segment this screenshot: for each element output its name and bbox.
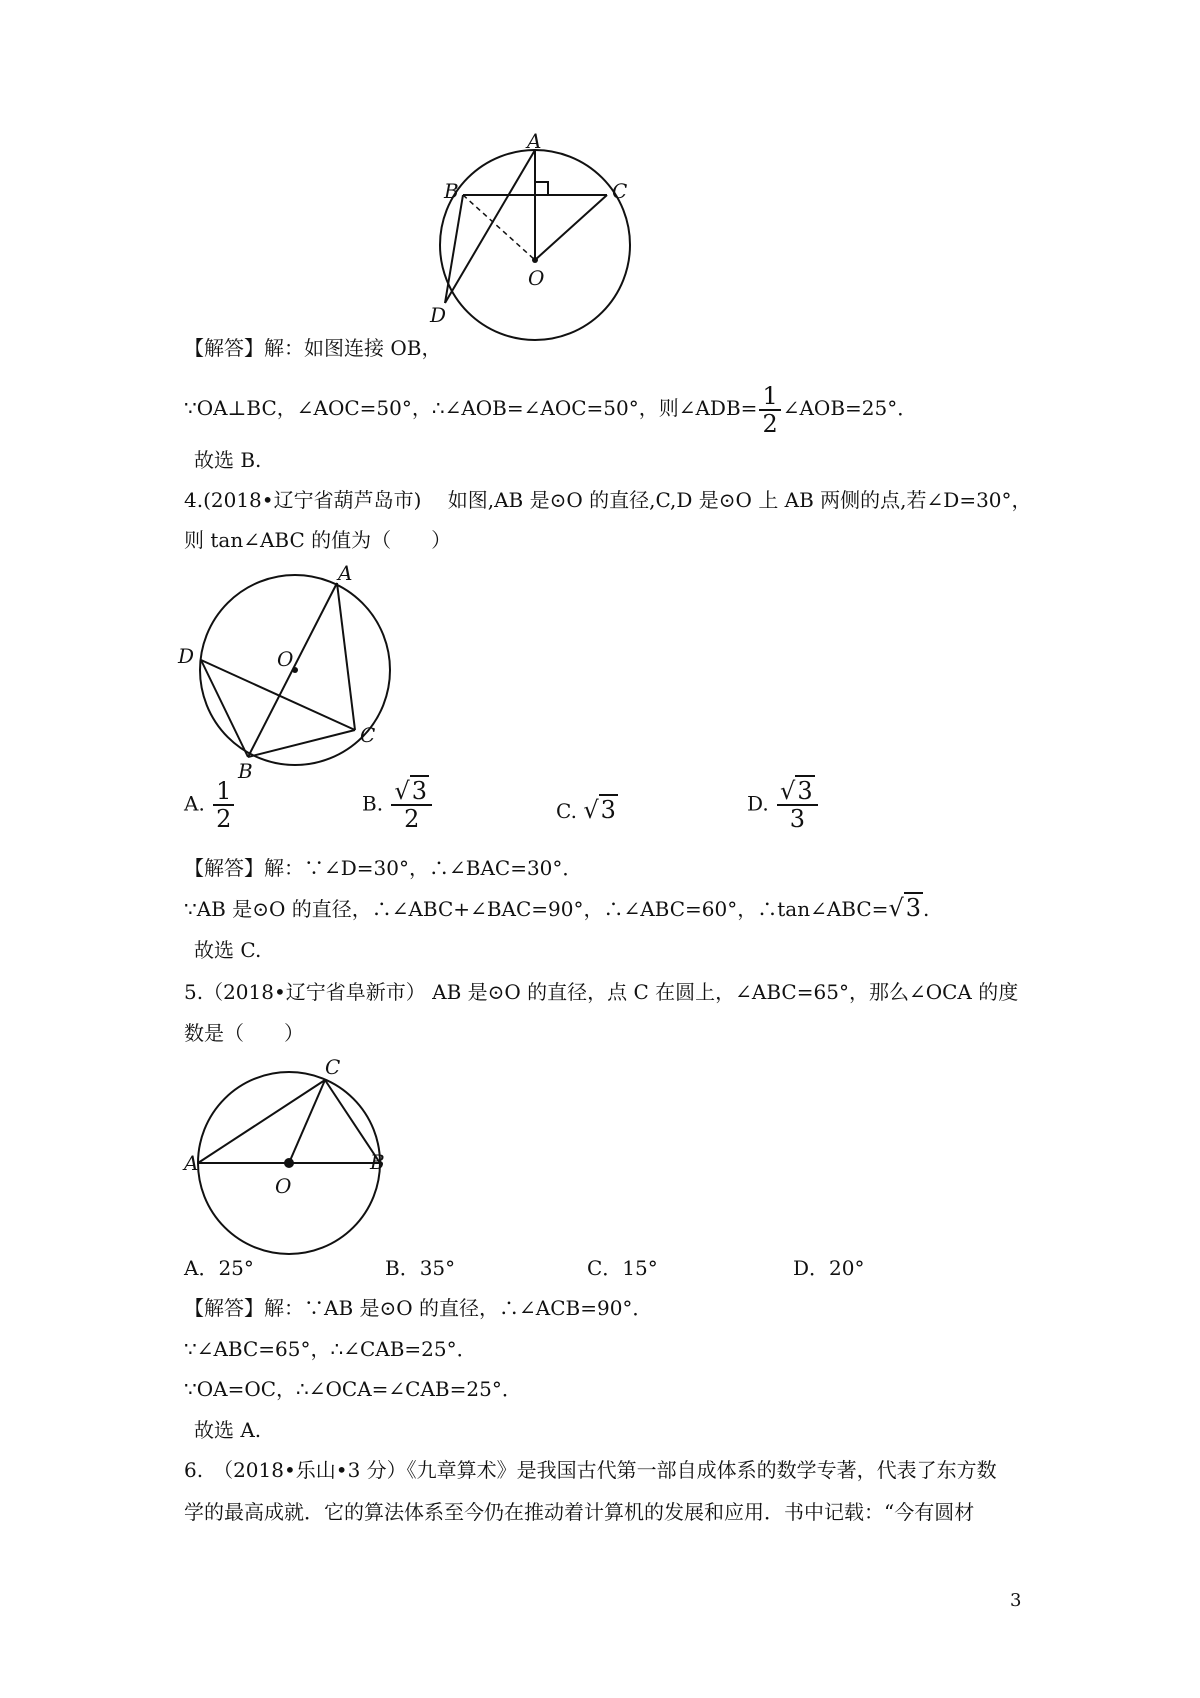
label-c: C <box>325 1055 341 1079</box>
q5-conclusion: 故选 A. <box>194 1418 262 1442</box>
q5-stem-line2: 数是（ ） <box>184 1021 304 1045</box>
label-b: B <box>238 759 253 783</box>
q5-option-c: C．15° <box>587 1256 658 1280</box>
q4-stem-line1: 4.(2018•辽宁省葫芦岛市) 如图,AB 是⊙O 的直径,C,D 是⊙O 上 AB 两侧的点,若∠D=30°， <box>184 488 1032 512</box>
q6-stem-line1: 6. （2018•乐山•3 分）《九章算术》是我国古代第一部自成体系的数学专著，代表了东方数 <box>184 1458 997 1482</box>
q5-answer-line2: ∵∠ABC=65°，∴∠CAB=25°． <box>184 1337 477 1361</box>
q5-option-b: B．35° <box>385 1256 456 1280</box>
q4-conclusion: 故选 C. <box>194 938 262 962</box>
label-d: D <box>430 303 447 327</box>
label-o: O <box>277 647 294 671</box>
q4-stem-line2: 则 tan∠ABC 的值为（ ） <box>184 528 452 552</box>
q5-answer-line1: 【解答】解：∵AB 是⊙O 的直径，∴∠ACB=90°． <box>184 1296 653 1320</box>
page-number: 3 <box>1010 1590 1022 1611</box>
label-c: C <box>360 723 376 747</box>
label-d: D <box>178 644 195 668</box>
label-a: A <box>184 1151 199 1175</box>
q4-option-d: D. $\frac{√3}{3}$ <box>747 778 820 832</box>
q5-option-d: D．20° <box>793 1256 865 1280</box>
label-a: A <box>527 129 542 153</box>
q6-stem-line2: 学的最高成就．它的算法体系至今仍在推动着计算机的发展和应用．书中记载：“今有圆材 <box>184 1500 975 1524</box>
label-a: A <box>338 561 353 585</box>
q4-option-b: B. $\frac{√3}{2}$ <box>362 778 434 832</box>
label-b: B <box>444 179 459 203</box>
q4-option-a: A. $\frac{1}{2}$ <box>184 778 236 832</box>
q3-conclusion: 故选 B. <box>194 448 262 472</box>
figure-circle-diameter-ab <box>178 560 400 783</box>
label-o: O <box>275 1174 292 1198</box>
label-b: B <box>370 1150 385 1174</box>
q5-stem-line1: 5.（2018•辽宁省阜新市） AB 是⊙O 的直径，点 C 在圆上，∠ABC=65°，那么∠OCA 的度 <box>184 980 1019 1004</box>
q3-answer-intro: 【解答】解：如图连接 OB， <box>184 336 442 360</box>
q5-option-a: A．25° <box>184 1256 254 1280</box>
q3-line2-a: ∵OA⊥BC，∠AOC=50°，∴∠AOB=∠AOC=50°，则∠ADB= <box>184 396 758 420</box>
q4-answer-line2: ∵AB 是⊙O 的直径，∴∠ABC+∠BAC=90°，∴∠ABC=60°，∴tan∠ABC=√3 . <box>184 894 930 922</box>
q4-answer-line1: 【解答】解：∵∠D=30°，∴∠BAC=30°． <box>184 856 583 880</box>
q3-fraction: $\frac{1}{2}$ <box>759 383 780 437</box>
q4-option-c: C. √3 <box>556 796 616 824</box>
q3-answer-line2 <box>184 378 917 438</box>
q3-line2-b: ∠AOB=25°． <box>782 396 918 420</box>
label-c: C <box>612 179 628 203</box>
label-o: O <box>528 266 545 290</box>
q5-answer-line3: ∵OA=OC，∴∠OCA=∠CAB=25°． <box>184 1377 522 1401</box>
figure-circle-oa-perp-bc <box>430 129 650 360</box>
